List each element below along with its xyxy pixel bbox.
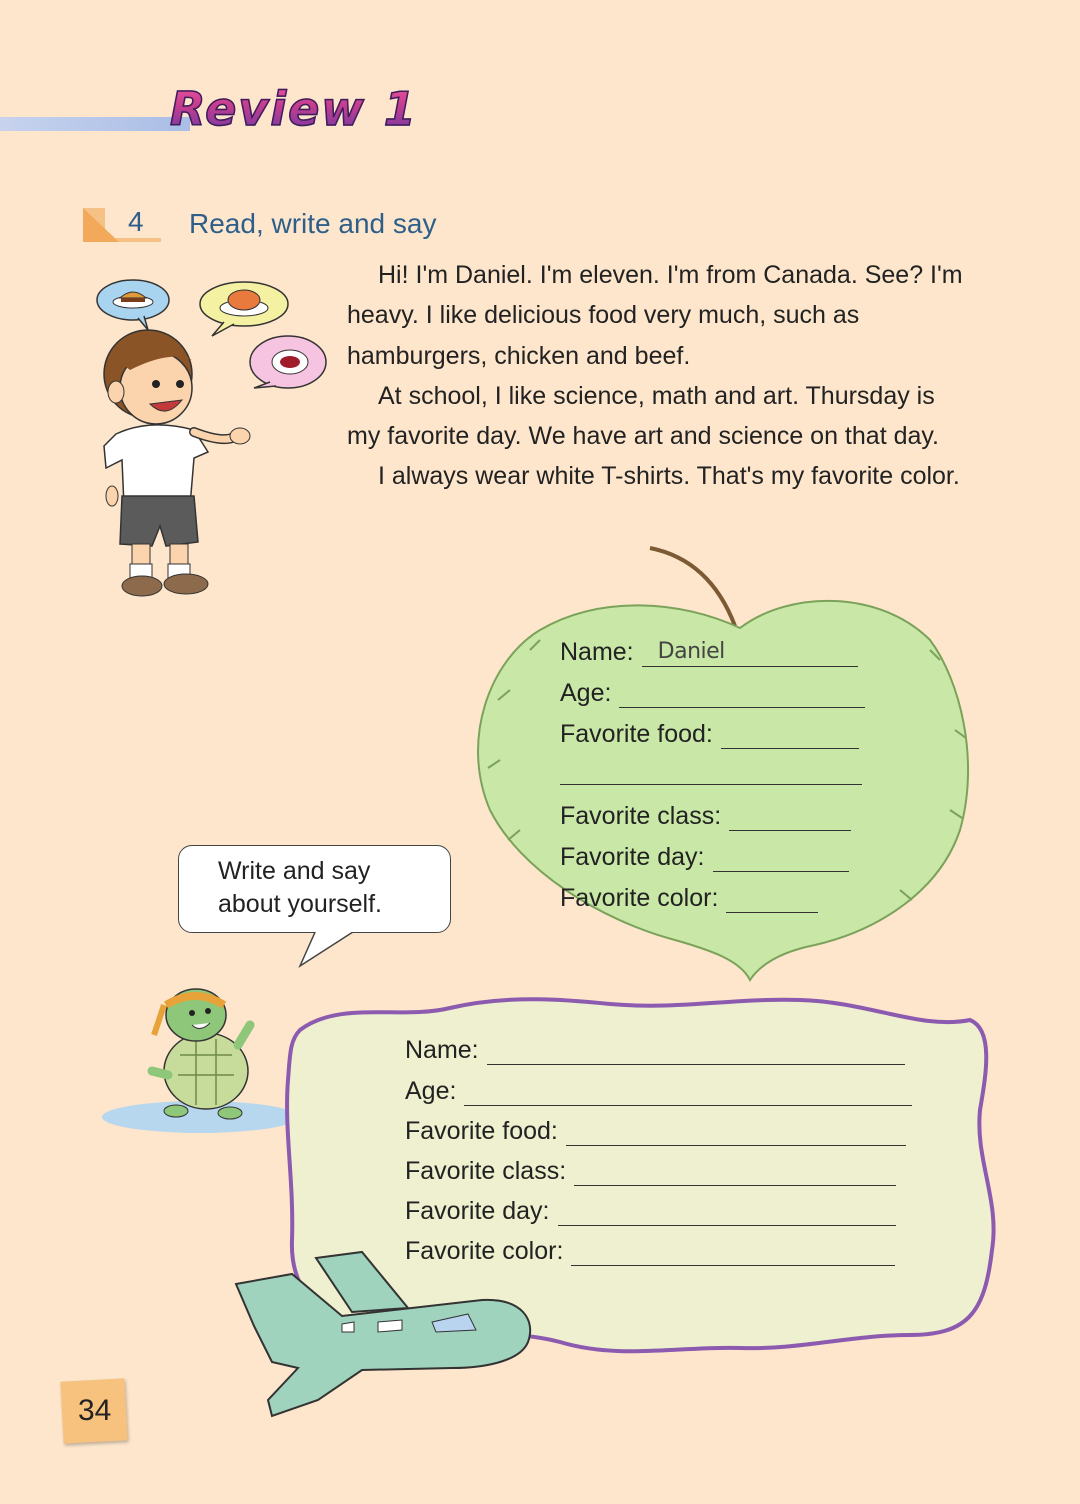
airplane-illustration xyxy=(232,1250,542,1420)
reading-passage xyxy=(347,255,967,497)
turtle-illustration xyxy=(100,975,300,1135)
cloud-form-row-age xyxy=(405,1077,912,1106)
cloud-form-row-day xyxy=(405,1197,896,1226)
leaf-food-input[interactable] xyxy=(721,726,859,749)
boy-figure xyxy=(104,330,250,596)
cloud-name-input[interactable] xyxy=(487,1042,905,1065)
cloud-form-label: Name: xyxy=(405,1036,479,1064)
leaf-form-row-class xyxy=(560,802,851,831)
cloud-form-label: Age: xyxy=(405,1077,457,1105)
leaf-form-label: Favorite class: xyxy=(560,802,722,830)
section-title: Read, write and say xyxy=(189,208,437,239)
cloud-form-row-food xyxy=(405,1117,906,1146)
cloud-form-row-name xyxy=(405,1036,905,1065)
leaf-form-row-age xyxy=(560,679,865,708)
leaf-food-extra-input[interactable] xyxy=(560,762,862,785)
leaf-day-input[interactable] xyxy=(713,849,849,872)
leaf-form-label: Name: xyxy=(560,638,634,666)
leaf-class-input[interactable] xyxy=(729,808,851,831)
leaf-name-input[interactable] xyxy=(642,639,858,667)
leaf-form-row-food-extra xyxy=(560,762,862,785)
leaf-color-input[interactable] xyxy=(726,890,818,913)
cloud-form-label: Favorite day: xyxy=(405,1197,550,1225)
leaf-name-value: Daniel xyxy=(657,639,725,664)
page-number: 34 xyxy=(78,1394,112,1427)
leaf-age-input[interactable] xyxy=(619,685,865,708)
leaf-form-label: Favorite day: xyxy=(560,843,705,871)
leaf-form-row-food xyxy=(560,720,859,749)
cloud-form-label: Favorite class: xyxy=(405,1157,567,1185)
leaf-form-label: Favorite food: xyxy=(560,720,713,748)
beef-thought-bubble xyxy=(250,336,326,388)
section-number: 4 xyxy=(128,206,144,237)
cloud-day-input[interactable] xyxy=(558,1203,896,1226)
leaf-form-label: Age: xyxy=(560,679,612,707)
leaf-form-label: Favorite color: xyxy=(560,884,719,912)
page-title: Review 1 xyxy=(170,82,418,136)
leaf-form-row-day xyxy=(560,843,849,872)
cloud-form-row-class xyxy=(405,1157,896,1186)
hamburger-thought-bubble xyxy=(97,280,169,330)
cloud-color-input[interactable] xyxy=(571,1243,895,1266)
cloud-class-input[interactable] xyxy=(574,1163,896,1186)
leaf-form-row-color xyxy=(560,884,818,913)
speech-bubble-tail xyxy=(296,928,366,970)
speech-bubble-line: about yourself. xyxy=(218,890,382,918)
reading-paragraph: Hi! I'm Daniel. I'm eleven. I'm from Canada. See? I'm heavy. I like delicious food very much, such as hamburgers, chicken and beef. xyxy=(347,261,963,370)
boy-illustration xyxy=(90,270,340,605)
reading-paragraph: I always wear white T-shirts. That's my favorite color. xyxy=(378,462,960,491)
cloud-age-input[interactable] xyxy=(464,1083,912,1106)
chicken-thought-bubble xyxy=(200,282,288,336)
cloud-food-input[interactable] xyxy=(566,1123,906,1146)
title-bar-decoration xyxy=(0,117,190,131)
speech-bubble-line: Write and say xyxy=(218,857,371,885)
reading-paragraph: At school, I like science, math and art. Thursday is my favorite day. We have art and science on that day. xyxy=(347,381,939,451)
section-number-badge xyxy=(83,208,163,244)
cloud-form-label: Favorite food: xyxy=(405,1117,558,1145)
speech-bubble-text xyxy=(218,855,448,921)
leaf-form-row-name xyxy=(560,638,858,667)
cloud-form-label: Favorite color: xyxy=(405,1237,564,1265)
